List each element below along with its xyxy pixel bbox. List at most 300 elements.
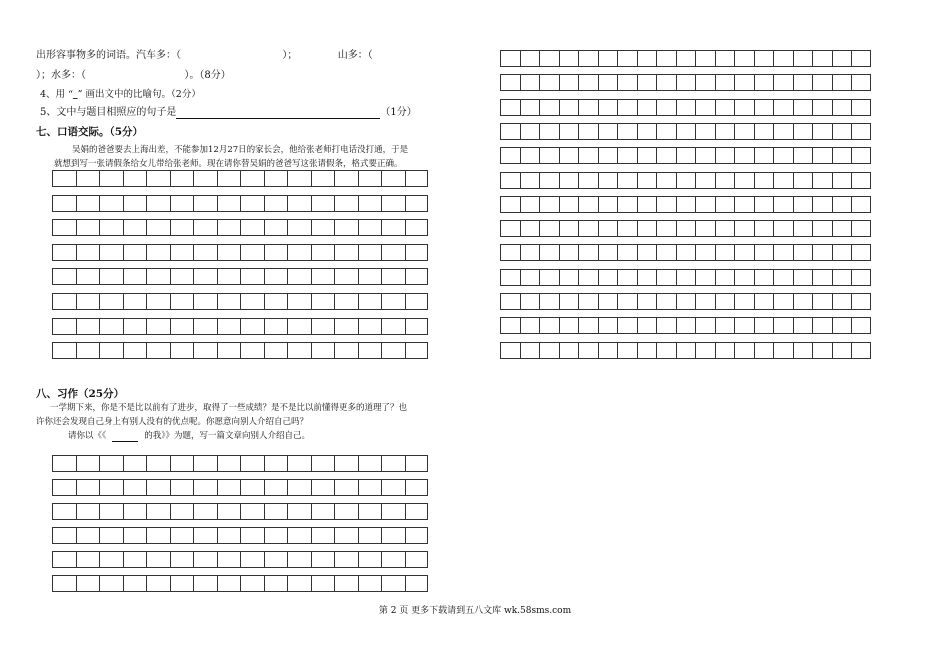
grid-cell[interactable] xyxy=(851,245,871,260)
grid-cell[interactable] xyxy=(381,294,405,309)
grid-cell[interactable] xyxy=(146,171,170,186)
grid-cell[interactable] xyxy=(264,220,288,235)
grid-cell[interactable] xyxy=(381,456,405,471)
grid-cell[interactable] xyxy=(676,148,696,163)
grid-cell[interactable] xyxy=(598,318,618,333)
grid-cell[interactable] xyxy=(52,456,76,471)
grid-cell[interactable] xyxy=(193,294,217,309)
grid-cell[interactable] xyxy=(405,220,429,235)
grid-cell[interactable] xyxy=(170,245,194,260)
grid-cell[interactable] xyxy=(311,504,335,519)
grid-cell[interactable] xyxy=(405,552,429,567)
writing-grid-right-column[interactable] xyxy=(500,50,871,359)
grid-cell[interactable] xyxy=(617,51,637,66)
grid-cell[interactable] xyxy=(170,504,194,519)
grid-cell[interactable] xyxy=(637,245,657,260)
grid-cell[interactable] xyxy=(598,75,618,90)
grid-cell[interactable] xyxy=(520,100,540,115)
grid-cell[interactable] xyxy=(264,343,288,358)
grid-cell[interactable] xyxy=(559,221,579,236)
grid-cell[interactable] xyxy=(217,552,241,567)
grid-cell[interactable] xyxy=(656,75,676,90)
grid-cell[interactable] xyxy=(99,220,123,235)
grid-cell[interactable] xyxy=(146,576,170,591)
grid-cell[interactable] xyxy=(715,51,735,66)
grid-cell[interactable] xyxy=(812,75,832,90)
grid-cell[interactable] xyxy=(99,245,123,260)
grid-cell[interactable] xyxy=(598,197,618,212)
grid-cell[interactable] xyxy=(76,245,100,260)
grid-cell[interactable] xyxy=(715,124,735,139)
grid-cell[interactable] xyxy=(146,343,170,358)
grid-cell[interactable] xyxy=(334,552,358,567)
grid-cell[interactable] xyxy=(734,221,754,236)
grid-cell[interactable] xyxy=(287,245,311,260)
grid-cell[interactable] xyxy=(381,171,405,186)
grid-cell[interactable] xyxy=(773,173,793,188)
grid-cell[interactable] xyxy=(240,245,264,260)
grid-cell[interactable] xyxy=(287,196,311,211)
grid-cell[interactable] xyxy=(832,221,852,236)
grid-cell[interactable] xyxy=(311,343,335,358)
grid-cell[interactable] xyxy=(734,124,754,139)
grid-cell[interactable] xyxy=(381,220,405,235)
grid-cell[interactable] xyxy=(358,480,382,495)
grid-cell[interactable] xyxy=(146,319,170,334)
grid-cell[interactable] xyxy=(217,480,241,495)
grid-cell[interactable] xyxy=(240,480,264,495)
grid-cell[interactable] xyxy=(637,343,657,358)
grid-cell[interactable] xyxy=(793,100,813,115)
writing-grid-section-8[interactable] xyxy=(52,455,428,592)
grid-cell[interactable] xyxy=(52,245,76,260)
grid-cell[interactable] xyxy=(695,343,715,358)
grid-cell[interactable] xyxy=(240,196,264,211)
grid-cell[interactable] xyxy=(217,196,241,211)
grid-cell[interactable] xyxy=(334,171,358,186)
grid-cell[interactable] xyxy=(76,343,100,358)
grid-cell[interactable] xyxy=(559,148,579,163)
grid-cell[interactable] xyxy=(520,318,540,333)
grid-cell[interactable] xyxy=(598,270,618,285)
grid-cell[interactable] xyxy=(656,124,676,139)
grid-cell[interactable] xyxy=(123,171,147,186)
grid-cell[interactable] xyxy=(500,245,520,260)
grid-cell[interactable] xyxy=(793,245,813,260)
grid-cell[interactable] xyxy=(76,528,100,543)
grid-cell[interactable] xyxy=(123,294,147,309)
grid-cell[interactable] xyxy=(334,504,358,519)
grid-cell[interactable] xyxy=(754,294,774,309)
grid-cell[interactable] xyxy=(76,480,100,495)
grid-cell[interactable] xyxy=(405,171,429,186)
grid-cell[interactable] xyxy=(734,51,754,66)
grid-cell[interactable] xyxy=(851,270,871,285)
grid-cell[interactable] xyxy=(812,343,832,358)
grid-cell[interactable] xyxy=(520,197,540,212)
grid-cell[interactable] xyxy=(240,528,264,543)
grid-cell[interactable] xyxy=(812,318,832,333)
grid-cell[interactable] xyxy=(193,171,217,186)
grid-cell[interactable] xyxy=(539,270,559,285)
grid-cell[interactable] xyxy=(598,148,618,163)
grid-cell[interactable] xyxy=(578,245,598,260)
grid-cell[interactable] xyxy=(217,220,241,235)
grid-cell[interactable] xyxy=(520,270,540,285)
grid-cell[interactable] xyxy=(76,171,100,186)
grid-cell[interactable] xyxy=(754,343,774,358)
grid-cell[interactable] xyxy=(773,51,793,66)
grid-cell[interactable] xyxy=(334,220,358,235)
grid-cell[interactable] xyxy=(617,124,637,139)
grid-cell[interactable] xyxy=(264,196,288,211)
grid-cell[interactable] xyxy=(812,148,832,163)
grid-cell[interactable] xyxy=(812,245,832,260)
grid-cell[interactable] xyxy=(617,270,637,285)
grid-cell[interactable] xyxy=(656,148,676,163)
grid-cell[interactable] xyxy=(500,221,520,236)
grid-cell[interactable] xyxy=(311,319,335,334)
grid-cell[interactable] xyxy=(240,319,264,334)
grid-cell[interactable] xyxy=(734,294,754,309)
grid-cell[interactable] xyxy=(617,221,637,236)
grid-cell[interactable] xyxy=(539,245,559,260)
grid-cell[interactable] xyxy=(334,269,358,284)
grid-cell[interactable] xyxy=(578,343,598,358)
grid-cell[interactable] xyxy=(193,319,217,334)
grid-cell[interactable] xyxy=(76,294,100,309)
grid-cell[interactable] xyxy=(264,171,288,186)
grid-cell[interactable] xyxy=(637,75,657,90)
grid-cell[interactable] xyxy=(539,318,559,333)
grid-cell[interactable] xyxy=(99,196,123,211)
grid-cell[interactable] xyxy=(851,148,871,163)
grid-cell[interactable] xyxy=(334,576,358,591)
grid-cell[interactable] xyxy=(559,294,579,309)
essay-title-blank[interactable] xyxy=(112,431,138,442)
grid-cell[interactable] xyxy=(676,245,696,260)
grid-cell[interactable] xyxy=(500,148,520,163)
grid-cell[interactable] xyxy=(99,319,123,334)
grid-cell[interactable] xyxy=(146,245,170,260)
grid-cell[interactable] xyxy=(715,245,735,260)
grid-cell[interactable] xyxy=(637,124,657,139)
grid-cell[interactable] xyxy=(715,318,735,333)
grid-cell[interactable] xyxy=(76,576,100,591)
grid-cell[interactable] xyxy=(676,318,696,333)
grid-cell[interactable] xyxy=(311,245,335,260)
grid-cell[interactable] xyxy=(123,456,147,471)
grid-cell[interactable] xyxy=(358,245,382,260)
grid-cell[interactable] xyxy=(146,504,170,519)
grid-cell[interactable] xyxy=(123,576,147,591)
grid-cell[interactable] xyxy=(146,552,170,567)
grid-cell[interactable] xyxy=(734,197,754,212)
grid-cell[interactable] xyxy=(123,480,147,495)
grid-cell[interactable] xyxy=(170,480,194,495)
grid-cell[interactable] xyxy=(99,343,123,358)
grid-cell[interactable] xyxy=(311,220,335,235)
grid-cell[interactable] xyxy=(520,124,540,139)
grid-cell[interactable] xyxy=(240,576,264,591)
grid-cell[interactable] xyxy=(754,124,774,139)
grid-cell[interactable] xyxy=(520,75,540,90)
grid-cell[interactable] xyxy=(193,504,217,519)
grid-cell[interactable] xyxy=(287,171,311,186)
grid-cell[interactable] xyxy=(598,245,618,260)
grid-cell[interactable] xyxy=(617,245,637,260)
grid-cell[interactable] xyxy=(559,100,579,115)
grid-cell[interactable] xyxy=(676,51,696,66)
grid-cell[interactable] xyxy=(851,221,871,236)
grid-cell[interactable] xyxy=(676,343,696,358)
grid-cell[interactable] xyxy=(287,269,311,284)
grid-cell[interactable] xyxy=(559,75,579,90)
grid-cell[interactable] xyxy=(754,221,774,236)
grid-cell[interactable] xyxy=(676,197,696,212)
grid-cell[interactable] xyxy=(52,480,76,495)
grid-cell[interactable] xyxy=(539,221,559,236)
grid-cell[interactable] xyxy=(76,552,100,567)
grid-cell[interactable] xyxy=(559,270,579,285)
grid-cell[interactable] xyxy=(76,269,100,284)
grid-cell[interactable] xyxy=(99,480,123,495)
grid-cell[interactable] xyxy=(99,456,123,471)
grid-cell[interactable] xyxy=(715,197,735,212)
grid-cell[interactable] xyxy=(311,480,335,495)
grid-cell[interactable] xyxy=(715,270,735,285)
grid-cell[interactable] xyxy=(851,173,871,188)
grid-cell[interactable] xyxy=(754,75,774,90)
grid-cell[interactable] xyxy=(52,294,76,309)
grid-cell[interactable] xyxy=(832,197,852,212)
grid-cell[interactable] xyxy=(334,343,358,358)
grid-cell[interactable] xyxy=(146,220,170,235)
grid-cell[interactable] xyxy=(405,294,429,309)
grid-cell[interactable] xyxy=(405,319,429,334)
grid-cell[interactable] xyxy=(832,51,852,66)
grid-cell[interactable] xyxy=(123,220,147,235)
grid-cell[interactable] xyxy=(539,51,559,66)
grid-cell[interactable] xyxy=(715,75,735,90)
grid-cell[interactable] xyxy=(598,100,618,115)
grid-cell[interactable] xyxy=(358,576,382,591)
grid-cell[interactable] xyxy=(578,294,598,309)
grid-cell[interactable] xyxy=(695,51,715,66)
grid-cell[interactable] xyxy=(676,75,696,90)
grid-cell[interactable] xyxy=(52,319,76,334)
grid-cell[interactable] xyxy=(695,270,715,285)
grid-cell[interactable] xyxy=(358,456,382,471)
grid-cell[interactable] xyxy=(578,197,598,212)
grid-cell[interactable] xyxy=(146,456,170,471)
grid-cell[interactable] xyxy=(598,173,618,188)
grid-cell[interactable] xyxy=(676,221,696,236)
grid-cell[interactable] xyxy=(193,220,217,235)
grid-cell[interactable] xyxy=(76,319,100,334)
grid-cell[interactable] xyxy=(734,245,754,260)
grid-cell[interactable] xyxy=(754,148,774,163)
grid-cell[interactable] xyxy=(617,294,637,309)
grid-cell[interactable] xyxy=(598,221,618,236)
grid-cell[interactable] xyxy=(405,343,429,358)
grid-cell[interactable] xyxy=(637,294,657,309)
grid-cell[interactable] xyxy=(334,294,358,309)
grid-cell[interactable] xyxy=(52,343,76,358)
grid-cell[interactable] xyxy=(539,148,559,163)
grid-cell[interactable] xyxy=(754,100,774,115)
grid-cell[interactable] xyxy=(832,100,852,115)
grid-cell[interactable] xyxy=(500,318,520,333)
grid-cell[interactable] xyxy=(358,269,382,284)
grid-cell[interactable] xyxy=(76,220,100,235)
grid-cell[interactable] xyxy=(334,456,358,471)
grid-cell[interactable] xyxy=(676,270,696,285)
grid-cell[interactable] xyxy=(334,528,358,543)
grid-cell[interactable] xyxy=(240,220,264,235)
grid-cell[interactable] xyxy=(358,343,382,358)
grid-cell[interactable] xyxy=(240,269,264,284)
grid-cell[interactable] xyxy=(734,148,754,163)
grid-cell[interactable] xyxy=(598,294,618,309)
grid-cell[interactable] xyxy=(287,528,311,543)
grid-cell[interactable] xyxy=(287,552,311,567)
grid-cell[interactable] xyxy=(656,318,676,333)
grid-cell[interactable] xyxy=(405,504,429,519)
grid-cell[interactable] xyxy=(381,552,405,567)
grid-cell[interactable] xyxy=(715,100,735,115)
grid-cell[interactable] xyxy=(287,220,311,235)
grid-cell[interactable] xyxy=(715,173,735,188)
grid-cell[interactable] xyxy=(76,456,100,471)
grid-cell[interactable] xyxy=(217,319,241,334)
grid-cell[interactable] xyxy=(405,196,429,211)
grid-cell[interactable] xyxy=(617,318,637,333)
grid-cell[interactable] xyxy=(773,270,793,285)
grid-cell[interactable] xyxy=(793,318,813,333)
grid-cell[interactable] xyxy=(146,528,170,543)
grid-cell[interactable] xyxy=(851,124,871,139)
grid-cell[interactable] xyxy=(358,220,382,235)
question-5-answer-line[interactable] xyxy=(176,108,380,119)
grid-cell[interactable] xyxy=(832,294,852,309)
grid-cell[interactable] xyxy=(217,528,241,543)
grid-cell[interactable] xyxy=(812,221,832,236)
grid-cell[interactable] xyxy=(193,528,217,543)
grid-cell[interactable] xyxy=(99,576,123,591)
grid-cell[interactable] xyxy=(734,318,754,333)
grid-cell[interactable] xyxy=(539,294,559,309)
grid-cell[interactable] xyxy=(598,343,618,358)
grid-cell[interactable] xyxy=(193,196,217,211)
grid-cell[interactable] xyxy=(287,480,311,495)
grid-cell[interactable] xyxy=(617,100,637,115)
grid-cell[interactable] xyxy=(193,269,217,284)
grid-cell[interactable] xyxy=(520,343,540,358)
grid-cell[interactable] xyxy=(311,552,335,567)
grid-cell[interactable] xyxy=(793,221,813,236)
grid-cell[interactable] xyxy=(812,270,832,285)
grid-cell[interactable] xyxy=(264,456,288,471)
grid-cell[interactable] xyxy=(773,124,793,139)
grid-cell[interactable] xyxy=(381,319,405,334)
grid-cell[interactable] xyxy=(656,245,676,260)
grid-cell[interactable] xyxy=(637,197,657,212)
grid-cell[interactable] xyxy=(773,294,793,309)
grid-cell[interactable] xyxy=(170,576,194,591)
grid-cell[interactable] xyxy=(656,173,676,188)
grid-cell[interactable] xyxy=(559,197,579,212)
grid-cell[interactable] xyxy=(812,124,832,139)
grid-cell[interactable] xyxy=(52,220,76,235)
grid-cell[interactable] xyxy=(264,319,288,334)
grid-cell[interactable] xyxy=(734,173,754,188)
grid-cell[interactable] xyxy=(123,269,147,284)
grid-cell[interactable] xyxy=(170,269,194,284)
grid-cell[interactable] xyxy=(500,100,520,115)
grid-cell[interactable] xyxy=(146,294,170,309)
grid-cell[interactable] xyxy=(539,343,559,358)
grid-cell[interactable] xyxy=(381,343,405,358)
grid-cell[interactable] xyxy=(851,197,871,212)
grid-cell[interactable] xyxy=(264,269,288,284)
grid-cell[interactable] xyxy=(793,197,813,212)
grid-cell[interactable] xyxy=(217,245,241,260)
grid-cell[interactable] xyxy=(578,270,598,285)
grid-cell[interactable] xyxy=(358,319,382,334)
grid-cell[interactable] xyxy=(656,197,676,212)
grid-cell[interactable] xyxy=(123,196,147,211)
grid-cell[interactable] xyxy=(264,552,288,567)
grid-cell[interactable] xyxy=(695,124,715,139)
grid-cell[interactable] xyxy=(311,196,335,211)
grid-cell[interactable] xyxy=(240,343,264,358)
grid-cell[interactable] xyxy=(217,269,241,284)
grid-cell[interactable] xyxy=(851,75,871,90)
grid-cell[interactable] xyxy=(812,100,832,115)
grid-cell[interactable] xyxy=(773,148,793,163)
grid-cell[interactable] xyxy=(146,480,170,495)
grid-cell[interactable] xyxy=(287,343,311,358)
grid-cell[interactable] xyxy=(695,221,715,236)
grid-cell[interactable] xyxy=(193,576,217,591)
grid-cell[interactable] xyxy=(793,75,813,90)
grid-cell[interactable] xyxy=(637,221,657,236)
grid-cell[interactable] xyxy=(812,51,832,66)
grid-cell[interactable] xyxy=(264,480,288,495)
grid-cell[interactable] xyxy=(637,270,657,285)
grid-cell[interactable] xyxy=(334,196,358,211)
grid-cell[interactable] xyxy=(287,576,311,591)
grid-cell[interactable] xyxy=(287,456,311,471)
grid-cell[interactable] xyxy=(193,245,217,260)
grid-cell[interactable] xyxy=(754,270,774,285)
grid-cell[interactable] xyxy=(311,576,335,591)
grid-cell[interactable] xyxy=(773,245,793,260)
grid-cell[interactable] xyxy=(405,480,429,495)
grid-cell[interactable] xyxy=(123,343,147,358)
grid-cell[interactable] xyxy=(559,318,579,333)
grid-cell[interactable] xyxy=(793,173,813,188)
grid-cell[interactable] xyxy=(381,196,405,211)
grid-cell[interactable] xyxy=(52,269,76,284)
grid-cell[interactable] xyxy=(405,456,429,471)
grid-cell[interactable] xyxy=(559,124,579,139)
grid-cell[interactable] xyxy=(520,148,540,163)
grid-cell[interactable] xyxy=(358,528,382,543)
grid-cell[interactable] xyxy=(715,148,735,163)
grid-cell[interactable] xyxy=(52,504,76,519)
